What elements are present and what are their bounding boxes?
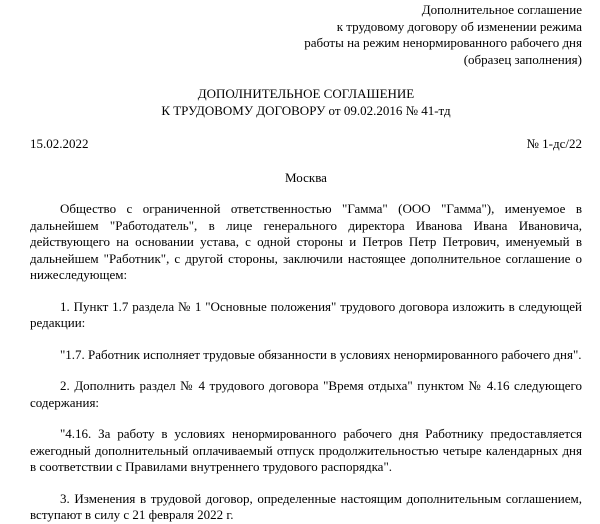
date-number-row <box>30 136 582 153</box>
item-2-quote: "4.16. За работу в условиях ненормированного рабочего дня Работнику предоставляется ежегодный дополнительный оплачиваемый отпуск продолжительностью четыре календарных дня в соответствии с Правилами внутреннего трудового распорядка". <box>30 426 582 474</box>
header-line: (образец заполнения) <box>463 51 582 67</box>
title-line-2: К ТРУДОВОМУ ДОГОВОРУ от 09.02.2016 № 41-тд <box>161 102 451 118</box>
item-2-paragraph: 2. Дополнить раздел № 4 трудового договора "Время отдыха" пунктом № 4.16 следующего содержания: <box>30 378 582 410</box>
document-date: 15.02.2022 <box>30 136 89 151</box>
item-1-quote: "1.7. Работник исполняет трудовые обязанности в условиях ненормированного рабочего дня". <box>60 346 582 362</box>
document-header <box>30 2 582 68</box>
document-number: № 1-дс/22 <box>526 136 582 151</box>
title-line-1: ДОПОЛНИТЕЛЬНОЕ СОГЛАШЕНИЕ <box>197 86 415 101</box>
header-line: к трудовому договору об изменении режима <box>336 18 582 34</box>
intro-paragraph: Общество с ограниченной ответственностью "Гамма" (ООО "Гамма"), именуемое в дальнейшем "Работодатель", в лице генерального директора Иванова Ивана Ивановича, действующего на основании устава, с одной стороны и Петров Петр Петрович, именуемый в дальнейшем "Работник", с другой стороны, заключили настоящее дополнительное соглашение о нижеследующем: <box>30 201 582 282</box>
document-city: Москва <box>285 169 327 185</box>
header-line: Дополнительное соглашение <box>421 2 582 17</box>
item-1-paragraph: 1. Пункт 1.7 раздела № 1 "Основные положения" трудового договора изложить в следующей редакции: <box>30 298 582 330</box>
item-3-paragraph: 3. Изменения в трудовой договор, определенные настоящим дополнительным соглашением, вступают в силу с 21 февраля 2022 г. <box>30 490 582 522</box>
document-title <box>30 86 582 119</box>
header-line: работы на режим ненормированного рабочего дня <box>304 35 582 50</box>
